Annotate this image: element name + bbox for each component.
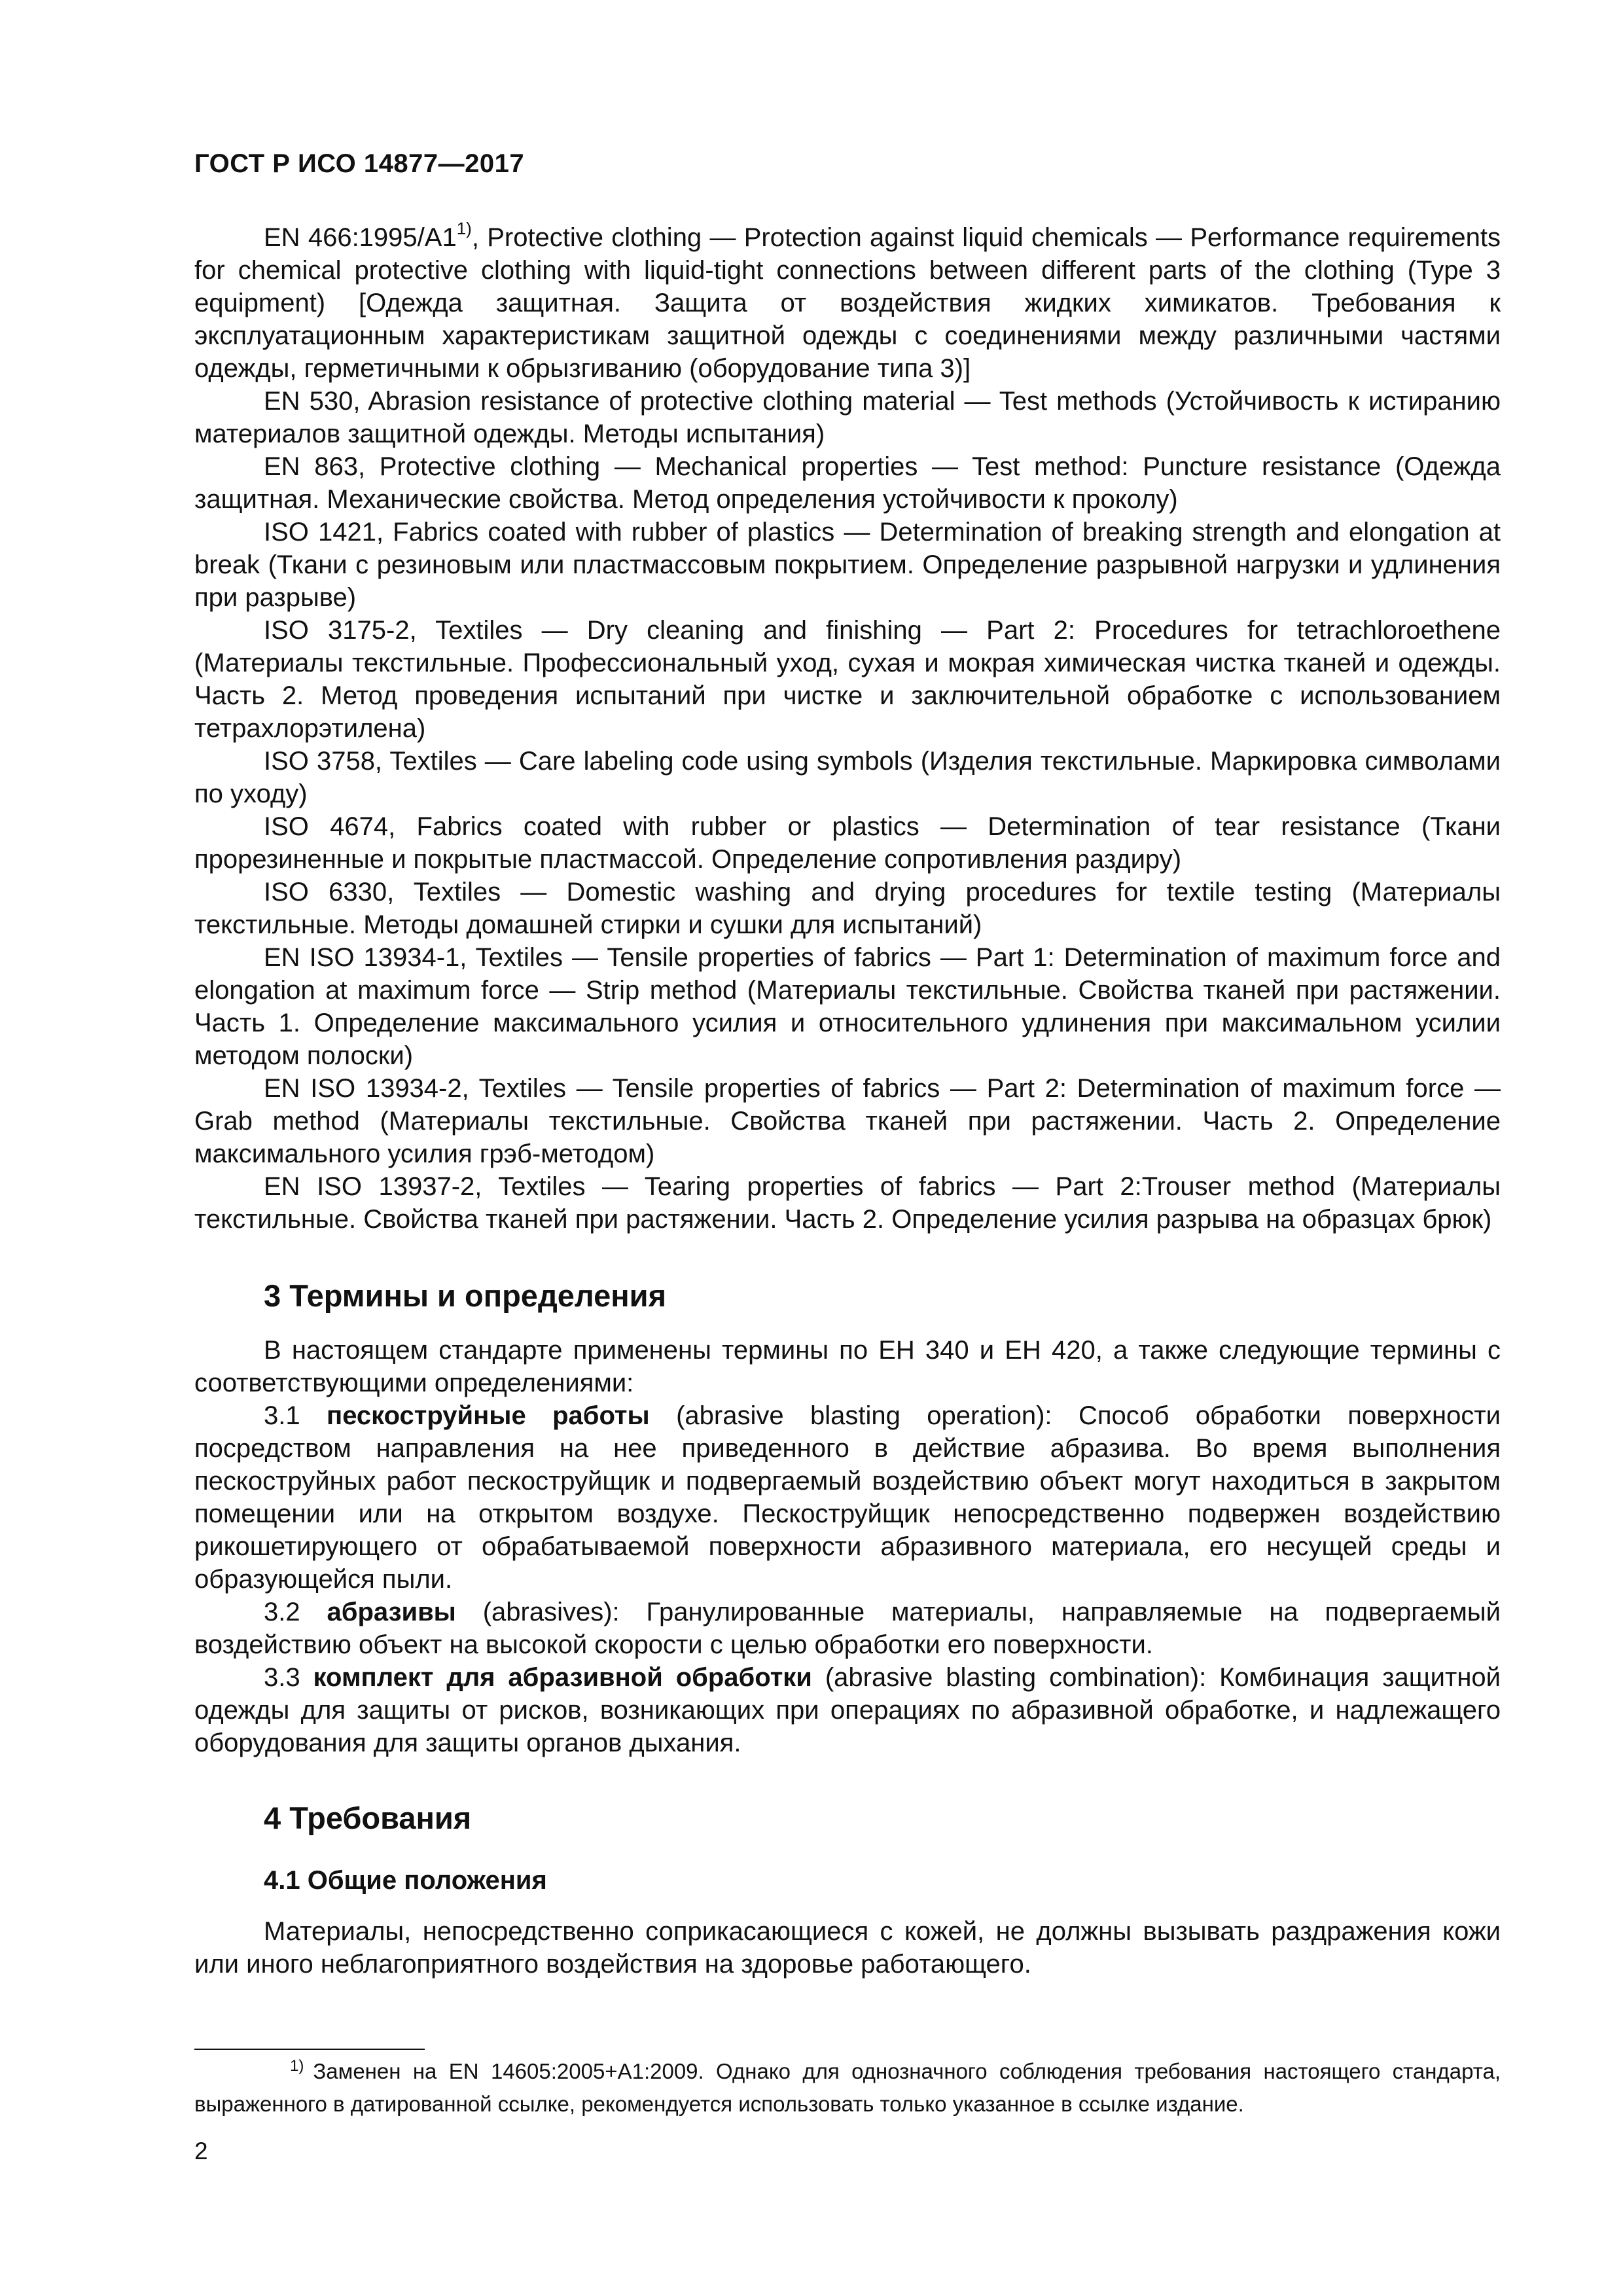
term-number: 3.2: [264, 1598, 327, 1626]
term-definition: (abrasive blasting operation): Способ обработки поверхности посредством направления на нее приведенного в действие абразива. Во время выполнения пескоструйных работ пескоструйщик и подвергаемый воздействию объект могут находиться в закрытом помещении или на открытом воздухе. Пескоструйщик непосредственно подвержен воздействию рикошетирующего от обрабатываемой поверхности абразивного материала, его несущей среды и образующейся пыли.: [194, 1401, 1501, 1594]
reference-code: EN 466:1995/A1: [264, 223, 457, 252]
reference-item: EN 530, Abrasion resistance of protective clothing material — Test methods (Устойчивость к истиранию материалов защитной одежды. Методы испытания): [194, 387, 1501, 448]
reference-item: [194, 218, 1501, 385]
footnote-mark: 1): [290, 2057, 304, 2075]
normative-references: [194, 218, 1501, 1236]
reference-item: EN 863, Protective clothing — Mechanical properties — Test method: Puncture resistance (Одежда защитная. Механические свойства. Метод определения устойчивости к проколу): [194, 452, 1501, 514]
footnote-divider: [194, 2049, 425, 2050]
section-3-heading: 3 Термины и определения: [264, 1278, 666, 1313]
reference-item: ISO 3175-2, Textiles — Dry cleaning and finishing — Part 2: Procedures for tetrachloroethene (Материалы текстильные. Профессиональный уход, сухая и мокрая химическая чистка тканей и одежды. Часть 2. Метод проведения испытаний при чистке и заключительной обработке с использованием тетрахлорэтилена): [194, 616, 1501, 743]
reference-item: EN ISO 13934-1, Textiles — Tensile properties of fabrics — Part 1: Determination of maximum force and elongation at maximum force — Strip method (Материалы текстильные. Свойства тканей при растяжении. Часть 1. Определение максимального усилия и относительного удлинения при максимальном усилии методом полоски): [194, 943, 1501, 1070]
term-number: 3.1: [264, 1401, 327, 1430]
section-4-heading: 4 Требования: [264, 1801, 472, 1835]
document-body: [194, 218, 1501, 1981]
reference-item: ISO 1421, Fabrics coated with rubber of plastics — Determination of breaking strength and elongation at break (Ткани с резиновым или пластмассовым покрытием. Определение разрывной нагрузки и удлинения при разрыве): [194, 518, 1501, 612]
subsection-4-1-heading: 4.1 Общие положения: [264, 1866, 547, 1895]
reference-item: EN ISO 13937-2, Textiles — Tearing properties of fabrics — Part 2:Trouser method (Материалы текстильные. Свойства тканей при растяжении. Часть 2. Определение усилия разрыва на образцах брюк): [194, 1172, 1501, 1234]
reference-item: ISO 6330, Textiles — Domestic washing and drying procedures for textile testing (Материалы текстильные. Методы домашней стирки и сушки для испытаний): [194, 878, 1501, 939]
term-definition: (abrasive blasting combination): Комбинация защитной одежды для защиты от рисков, возникающих при операциях по абразивной обработке, и надлежащего оборудования для защиты органов дыхания.: [194, 1663, 1501, 1757]
document-header: ГОСТ Р ИСО 14877—2017: [194, 149, 525, 178]
page-number: 2: [194, 2138, 208, 2164]
term-definition: (abrasives): Гранулированные материалы, направляемые на подвергаемый воздействию объект на высокой скорости с целью обработки его поверхности.: [194, 1598, 1501, 1659]
reference-text: , Protective clothing — Protection against liquid chemicals — Performance requirements for chemical protective clothing with liquid-tight connections between different parts of the clothing (Type 3 equipment) [Одежда защитная. Защита от воздействия жидких химикатов. Требования к эксплуатационным характеристикам защитной одежды с соединениями между различными частями одежды, герметичными к обрызгиванию (оборудование типа 3)]: [194, 223, 1501, 383]
section-4-1-paragraph: Материалы, непосредственно соприкасающиеся с кожей, не должны вызывать раздражения кожи или иного неблагоприятного воздействия на здоровье работающего.: [194, 1917, 1501, 1979]
term-name: абразивы: [327, 1598, 456, 1626]
footnote-ref[interactable]: 1): [456, 218, 472, 238]
reference-item: EN ISO 13934-2, Textiles — Tensile properties of fabrics — Part 2: Determination of maximum force — Grab method (Материалы текстильные. Свойства тканей при растяжении. Часть 2. Определение максимального усилия грэб-методом): [194, 1074, 1501, 1168]
term-number: 3.3: [264, 1663, 313, 1692]
term-3-2: [194, 1596, 1501, 1661]
reference-item: ISO 3758, Textiles — Care labeling code using symbols (Изделия текстильные. Маркировка символами по уходу): [194, 747, 1501, 808]
term-3-3: [194, 1661, 1501, 1759]
section-3-intro: В настоящем стандарте применены термины по ЕН 340 и ЕН 420, а также следующие термины с соответствующими определениями:: [194, 1336, 1501, 1397]
footnote: [194, 2056, 1501, 2119]
term-name: пескоструйные работы: [327, 1401, 650, 1430]
term-3-1: [194, 1399, 1501, 1596]
footnote-text: Заменен на EN 14605:2005+A1:2009. Однако для однозначного соблюдения требования настоящего стандарта, выраженного в датированной ссылке, рекомендуется использовать только указанное в ссылке издание.: [194, 2059, 1501, 2116]
term-name: комплект для абразивной обработки: [313, 1663, 812, 1692]
reference-item: ISO 4674, Fabrics coated with rubber or plastics — Determination of tear resistance (Ткани прорезиненные и покрытые пластмассой. Определение сопротивления раздиру): [194, 812, 1501, 874]
